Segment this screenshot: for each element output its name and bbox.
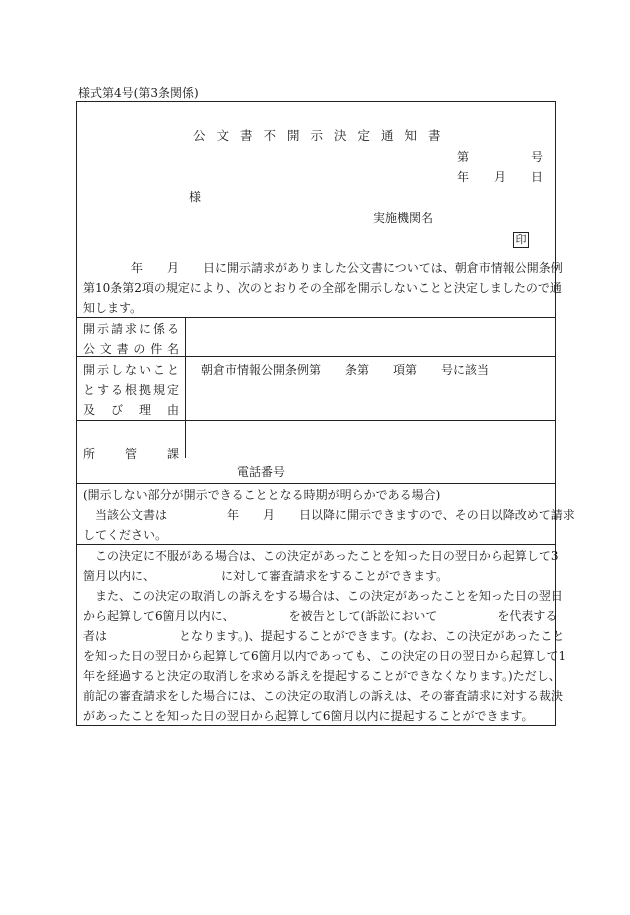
note-line: してください。 (83, 528, 168, 542)
number-dai: 第 (457, 150, 470, 164)
notice-form (76, 101, 575, 726)
phone-label: 電話番号 (237, 465, 286, 479)
document-title: 公文書不開示決定通知書 (193, 128, 452, 143)
form-number-label: 様式第4号(第3条関係) (78, 86, 199, 100)
appeal-line: この決定に不服がある場合は、この決定があったことを知った日の翌日から起算して3 (83, 549, 559, 563)
divider (77, 483, 555, 484)
document-name-label: 開示請求に係る 公文書の件名 (83, 322, 179, 356)
divider (77, 317, 555, 318)
label-column-divider (185, 317, 186, 458)
appeal-line: があったことを知った日の翌日から起算して6箇月以内に提起することができます。 (83, 709, 534, 723)
appeal-line: 箇月以内に、 に対して審査請求をすることができます。 (83, 569, 449, 583)
note-line: 当該公文書は 年 月 日以降に開示できますので、その日以降改めて請求 (83, 508, 575, 522)
intro-paragraph (83, 258, 563, 318)
addressee-suffix: 様 (189, 190, 202, 204)
disclosure-note (83, 485, 575, 545)
appeal-line: また、この決定の取消しの訴えをする場合は、この決定があったことを知った日の翌日 (83, 589, 563, 603)
divider (77, 544, 555, 545)
appeal-line: から起算して6箇月以内に、 を被告として(訴訟において を代表する (83, 609, 558, 623)
reason-label: 開示しないこと とする根拠規定 及び理由 (83, 363, 179, 417)
appeal-line: 年を経過すると決定の取消しを求める訴えを提起することができなくなります。)ただし、 (83, 669, 561, 683)
appeal-line: を知った日の翌日から起算して6箇月以内であっても、この決定の日の翌日から起算して1 (83, 649, 567, 663)
department-label: 所 管 課 (83, 447, 179, 461)
intro-line: 第10条第2項の規定により、次のとおりその全部を開示しないことと決定しましたので通 (83, 281, 562, 295)
agency-name-label: 実施機関名 (373, 211, 434, 225)
appeal-line: 前記の審査請求をした場合には、この決定の取消しの訴えは、その審査請求に対する裁決 (83, 689, 564, 703)
note-line: (開示しない部分が開示できることとなる時期が明らかである場合) (83, 488, 441, 502)
date-month: 月 (494, 170, 507, 184)
number-go: 号 (531, 150, 544, 164)
intro-line: 年 月 日に開示請求がありました公文書については、朝倉市情報公開条例 (83, 261, 563, 275)
date-day: 日 (531, 170, 544, 184)
seal-mark: 印 (513, 232, 529, 248)
reason-text: 朝倉市情報公開条例第 条第 項第 号に該当 (201, 363, 490, 377)
divider (77, 356, 555, 357)
intro-line: 知します。 (83, 301, 143, 315)
date-year: 年 (457, 170, 470, 184)
appeal-note (83, 546, 567, 726)
appeal-line: 者は となります。)、提起することができます。(なお、この決定があったこと (83, 629, 565, 643)
divider (77, 420, 555, 421)
